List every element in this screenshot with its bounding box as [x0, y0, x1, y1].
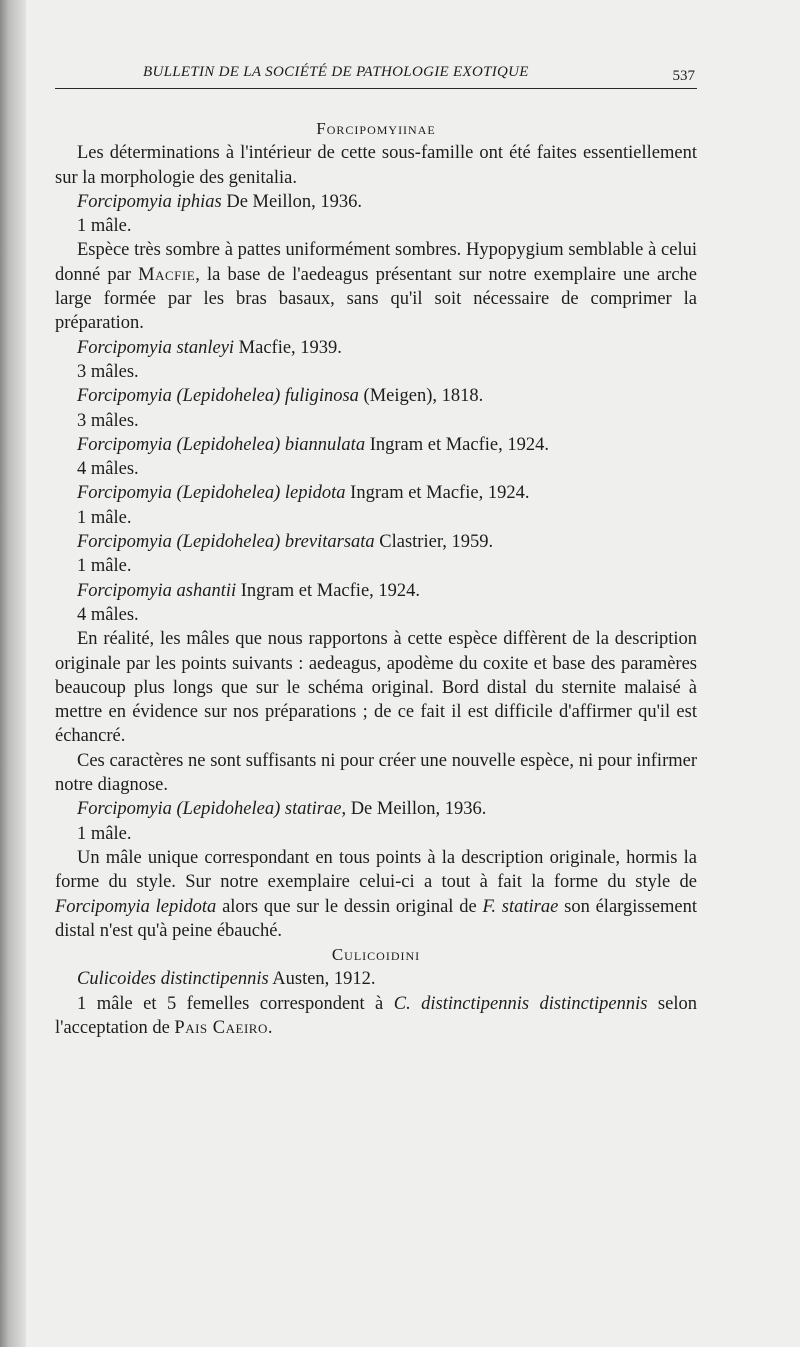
species-name: Forcipomyia (Lepidohelea) lepidota	[77, 483, 346, 504]
description-text: Un mâle unique correspondant en tous points à la description originale, hormis la forme du style. Sur notre exemplaire celui-ci a tout à fait la forme du style de	[55, 847, 697, 893]
species-material: 1 mâle.	[77, 823, 132, 844]
species-entry	[55, 190, 697, 214]
species-entry	[55, 481, 697, 505]
species-material: 1 mâle.	[77, 216, 132, 237]
species-name-inline: Forcipomyia lepidota	[55, 896, 217, 917]
species-author: Ingram et Macfie, 1924.	[345, 483, 530, 504]
page-binding-shadow	[0, 0, 26, 1347]
species-entry	[55, 797, 697, 821]
species-entry	[55, 433, 697, 457]
author-reference: Macfie	[138, 264, 196, 285]
species-name: Culicoides distinctipennis	[77, 969, 269, 990]
section-title-forcipomyiinae: Forcipomyiinae	[316, 119, 436, 138]
species-name: Forcipomyia stanleyi	[77, 337, 235, 358]
journal-page	[55, 60, 697, 1040]
species-entry	[55, 384, 697, 408]
species-author: Macfie, 1939.	[234, 337, 342, 358]
description-text: .	[267, 1017, 273, 1038]
species-author: Austen, 1912.	[268, 969, 376, 990]
species-material: 4 mâles.	[77, 604, 139, 625]
description-text: son élargissement distal n'est qu'à peine ébauché.	[55, 896, 697, 941]
running-header	[55, 60, 697, 89]
species-description	[55, 238, 697, 335]
species-author: , De Meillon, 1936.	[341, 799, 487, 820]
species-name: Forcipomyia ashantii	[77, 580, 237, 601]
description-text: selon l'acceptation de	[55, 993, 697, 1038]
description-text: , la base de l'aedeagus présentant sur notre exemplaire une arche large formée par les bras basaux, sans qu'il soit nécessaire de comprimer la préparation.	[55, 264, 697, 334]
species-author: De Meillon, 1936.	[221, 191, 363, 212]
section-intro: Les déterminations à l'intérieur de cette sous-famille ont été faites essentiellement sur la morphologie des genitalia.	[55, 143, 697, 188]
description-text: Espèce très sombre à pattes uniformément sombres. Hypopygium semblable à celui donné par	[55, 240, 697, 285]
species-description: Ces caractères ne sont suffisants ni pour créer une nouvelle espèce, ni pour infirmer notre diagnose.	[55, 750, 697, 796]
species-description	[55, 992, 697, 1041]
species-name: Forcipomyia (Lepidohelea) fuliginosa	[77, 386, 359, 407]
species-material: 1 mâle.	[77, 507, 132, 528]
author-reference: Pais Caeiro	[174, 1017, 268, 1038]
section-title-culicoidini: Culicoidini	[331, 945, 421, 965]
species-description	[55, 846, 697, 943]
species-name: Forcipomyia (Lepidohelea) biannulata	[77, 434, 366, 455]
species-author: Ingram et Macfie, 1924.	[236, 580, 421, 601]
species-name-inline: F. statirae	[482, 896, 559, 917]
species-description: En réalité, les mâles que nous rapportons à cette espèce diffèrent de la description originale par les points suivants : aedeagus, apodème du coxite et base des paramères beaucoup plus longs que sur le schéma original. Bord distal du sternite malaisé à mettre en évidence sur nos préparations ; de ce fait il est difficile d'affirmer qu'il est échancré.	[55, 629, 697, 747]
species-name: Forcipomyia iphias	[77, 191, 222, 212]
running-title: BULLETIN DE LA SOCIÉTÉ DE PATHOLOGIE EXOTIQUE	[143, 64, 529, 80]
species-author: Clastrier, 1959.	[374, 532, 494, 553]
species-entry	[55, 967, 697, 991]
article-body	[55, 117, 697, 1040]
description-text: alors que sur le dessin original de	[216, 896, 483, 917]
species-author: Ingram et Macfie, 1924.	[365, 434, 549, 455]
species-material: 1 mâle.	[77, 556, 132, 577]
species-name: Forcipomyia (Lepidohelea) brevitarsata	[77, 532, 375, 553]
species-material: 4 mâles.	[77, 459, 139, 480]
species-entry	[55, 530, 697, 554]
species-entry	[55, 336, 697, 360]
species-author: (Meigen), 1818.	[358, 386, 484, 407]
species-entry	[55, 579, 697, 603]
species-name-inline: C. distinctipennis distinctipennis	[393, 993, 648, 1014]
species-material: 3 mâles.	[77, 361, 139, 382]
description-text: 1 mâle et 5 femelles correspondent à	[77, 993, 394, 1014]
species-name: Forcipomyia (Lepidohelea) statirae	[77, 799, 342, 820]
species-material: 3 mâles.	[77, 410, 139, 431]
page-number: 537	[672, 68, 695, 84]
